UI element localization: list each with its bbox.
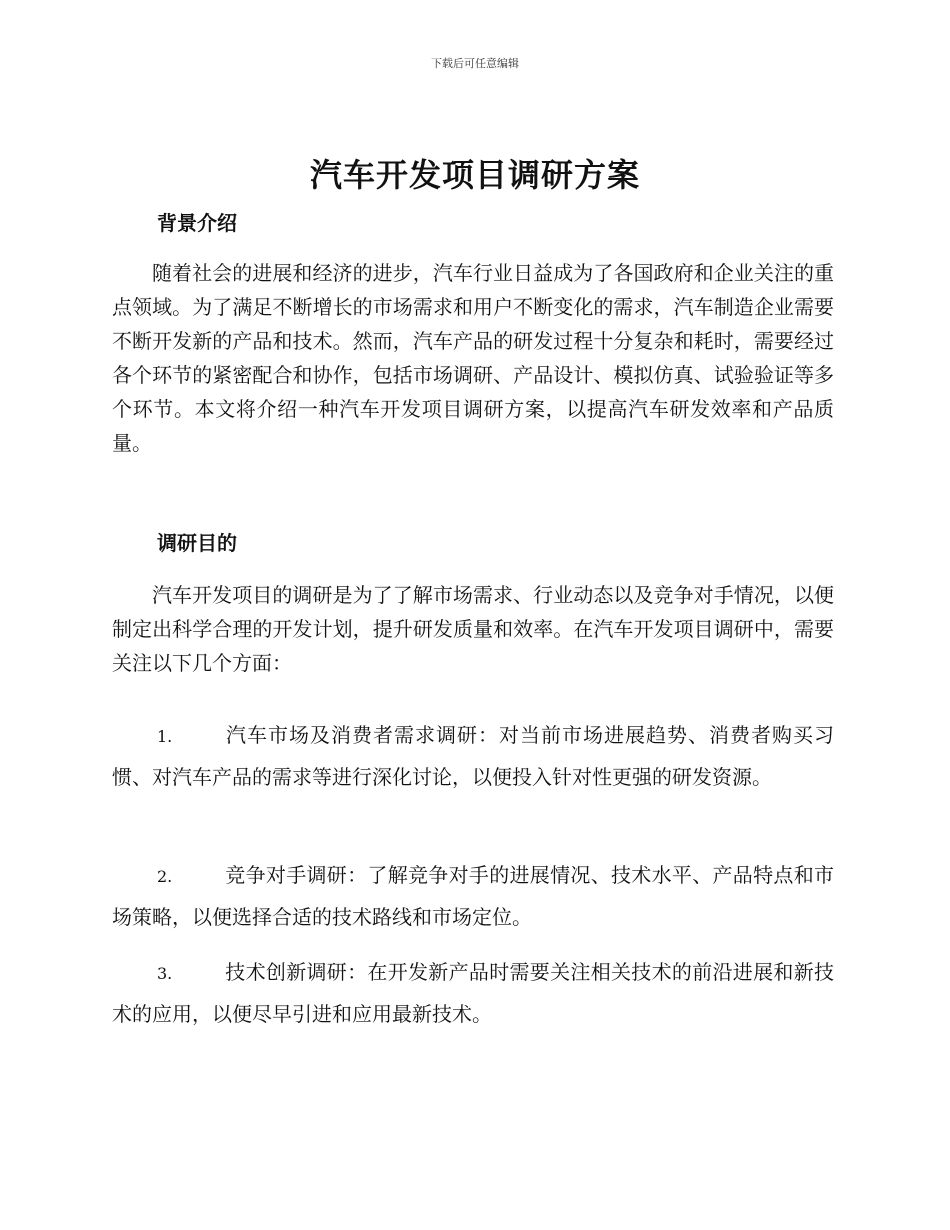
section-paragraph-purpose: 汽车开发项目的调研是为了了解市场需求、行业动态以及竞争对手情况，以便制定出科学合理的开发计划，提升研发质量和效率。在汽车开发项目调研中，需要关注以下几个方面： <box>112 583 834 675</box>
list-item-number: 1. <box>157 727 173 746</box>
list-item <box>112 715 834 797</box>
document-title: 汽车开发项目调研方案 <box>309 156 640 194</box>
section-paragraph-background: 随着社会的进展和经济的进步，汽车行业日益成为了各国政府和企业关注的重点领域。为了满足不断增长的市场需求和用户不断变化的需求，汽车制造企业需要不断开发新的产品和技术。然而，汽车产品的研发过程十分复杂和耗时，需要经过各个环节的紧密配合和协作，包括市场调研、产品设计、模拟仿真、试验验证等多个环节。本文将介绍一种汽车开发项目调研方案，以提高汽车研发效率和产品质量。 <box>112 261 834 455</box>
list-item <box>112 952 834 1034</box>
section-heading-background: 背景介绍 <box>157 211 237 235</box>
list-item-number: 3. <box>157 964 173 983</box>
list-item-text: 竞争对手调研：了解竞争对手的进展情况、技术水平、产品特点和市场策略，以便选择合适的技术路线和市场定位。 <box>112 863 834 929</box>
section-heading-purpose: 调研目的 <box>157 531 237 555</box>
list-item-text: 汽车市场及消费者需求调研：对当前市场进展趋势、消费者购买习惯、对汽车产品的需求等进行深化讨论，以便投入针对性更强的研发资源。 <box>112 723 834 789</box>
header-note: 下载后可任意编辑 <box>431 57 519 70</box>
list-item <box>112 855 834 937</box>
list-item-text: 技术创新调研：在开发新产品时需要关注相关技术的前沿进展和新技术的应用，以便尽早引进和应用最新技术。 <box>112 960 834 1026</box>
list-item-number: 2. <box>157 867 173 886</box>
